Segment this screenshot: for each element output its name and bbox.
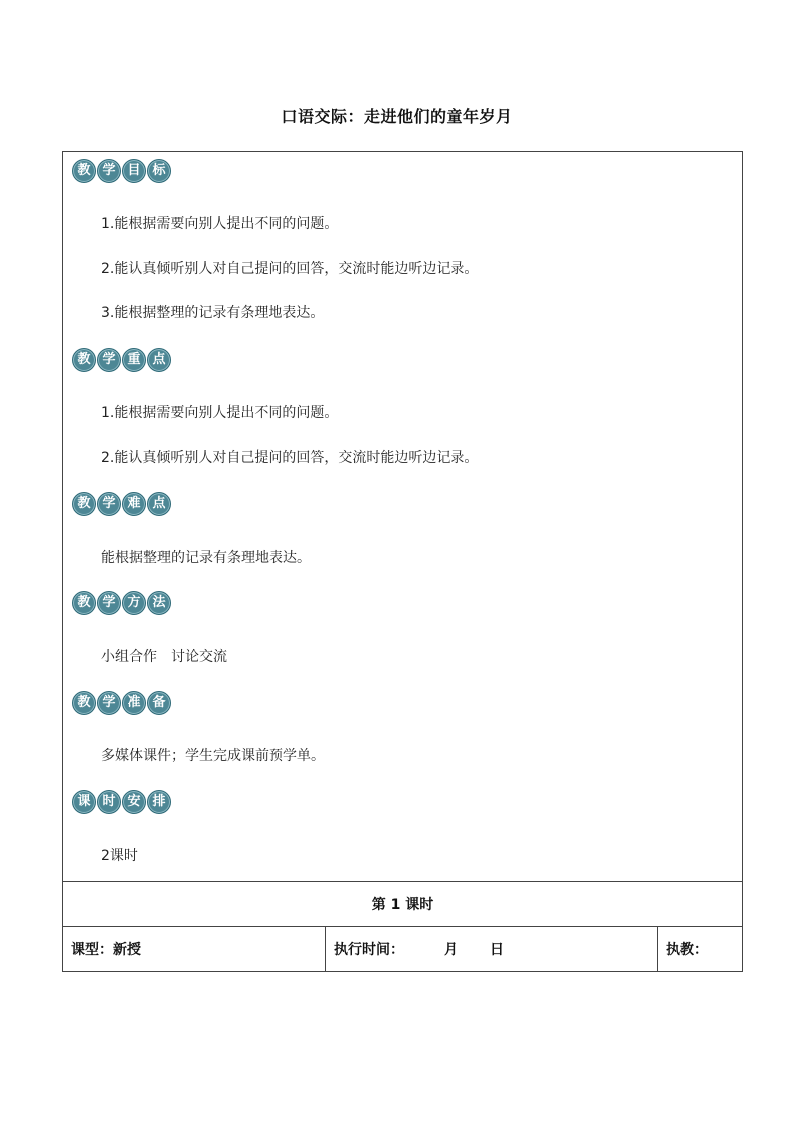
heading-badge: 课 bbox=[72, 790, 96, 814]
execution-time-cell bbox=[326, 927, 658, 971]
heading-badge: 点 bbox=[147, 348, 171, 372]
heading-badge: 准 bbox=[122, 691, 146, 715]
heading-badge: 学 bbox=[97, 492, 121, 516]
day-label: 日 bbox=[490, 942, 504, 958]
key-point-item: 1.能根据需要向别人提出不同的问题。 bbox=[101, 405, 339, 421]
objective-item: 3.能根据整理的记录有条理地表达。 bbox=[101, 305, 325, 321]
heading-badge: 教 bbox=[72, 492, 96, 516]
lesson-row bbox=[62, 882, 743, 927]
lesson-type: 课型：新授 bbox=[71, 942, 141, 958]
preparation-item: 多媒体课件；学生完成课前预学单。 bbox=[101, 748, 325, 764]
difficulty-item: 能根据整理的记录有条理地表达。 bbox=[101, 550, 311, 566]
teacher-label: 执教： bbox=[666, 942, 708, 958]
heading-badge: 标 bbox=[147, 159, 171, 183]
section-methods-header bbox=[72, 591, 171, 615]
heading-badge: 重 bbox=[122, 348, 146, 372]
heading-badge: 难 bbox=[122, 492, 146, 516]
heading-badge: 教 bbox=[72, 691, 96, 715]
heading-badge: 备 bbox=[147, 691, 171, 715]
heading-badge: 教 bbox=[72, 159, 96, 183]
heading-badge: 方 bbox=[122, 591, 146, 615]
lesson-number: 第 1 课时 bbox=[371, 897, 434, 913]
plan-content-box bbox=[62, 151, 743, 882]
heading-badge: 点 bbox=[147, 492, 171, 516]
heading-badge: 学 bbox=[97, 691, 121, 715]
section-objectives-header bbox=[72, 159, 171, 183]
heading-badge: 目 bbox=[122, 159, 146, 183]
section-key-points-header bbox=[72, 348, 171, 372]
section-preparation-header bbox=[72, 691, 171, 715]
heading-badge: 教 bbox=[72, 591, 96, 615]
heading-badge: 学 bbox=[97, 348, 121, 372]
document-title: 口语交际：走进他们的童年岁月 bbox=[281, 107, 513, 126]
schedule-item: 2课时 bbox=[101, 848, 138, 864]
heading-badge: 法 bbox=[147, 591, 171, 615]
objective-item: 2.能认真倾听别人对自己提问的回答，交流时能边听边记录。 bbox=[101, 261, 479, 277]
heading-badge: 时 bbox=[97, 790, 121, 814]
heading-badge: 排 bbox=[147, 790, 171, 814]
objective-item: 1.能根据需要向别人提出不同的问题。 bbox=[101, 216, 339, 232]
teacher-cell bbox=[658, 927, 743, 971]
heading-badge: 教 bbox=[72, 348, 96, 372]
method-item: 小组合作 讨论交流 bbox=[101, 649, 227, 665]
month-label: 月 bbox=[444, 942, 458, 958]
execution-time-label: 执行时间： bbox=[334, 942, 404, 958]
lesson-type-cell bbox=[63, 927, 326, 971]
heading-badge: 安 bbox=[122, 790, 146, 814]
heading-badge: 学 bbox=[97, 591, 121, 615]
section-difficulties-header bbox=[72, 492, 171, 516]
key-point-item: 2.能认真倾听别人对自己提问的回答，交流时能边听边记录。 bbox=[101, 450, 479, 466]
section-schedule-header bbox=[72, 790, 171, 814]
lesson-info-row bbox=[62, 927, 743, 972]
heading-badge: 学 bbox=[97, 159, 121, 183]
